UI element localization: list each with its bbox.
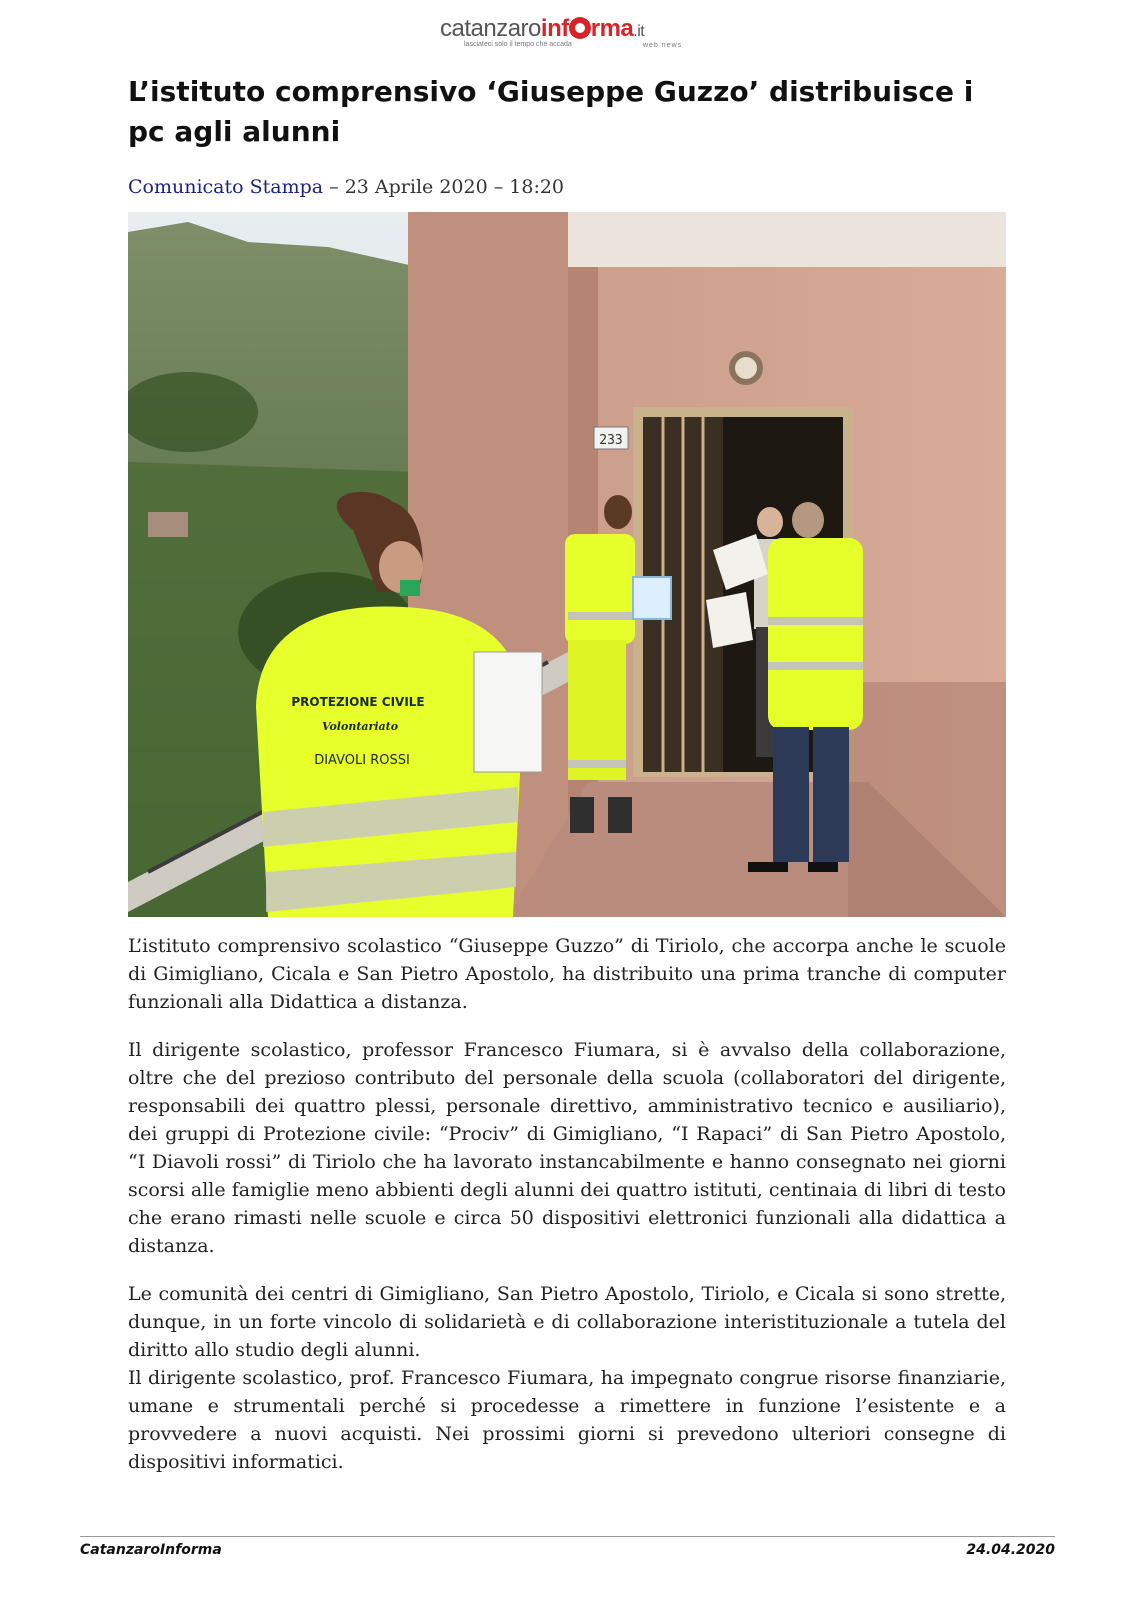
logo-text-part1: catanzaro <box>440 15 541 42</box>
article-photo <box>128 212 1006 917</box>
article-meta <box>128 176 564 198</box>
footer-date: 24.04.2020 <box>966 1542 1055 1558</box>
article-body <box>128 932 1006 1496</box>
article-date: – 23 Aprile 2020 – 18:20 <box>329 176 565 198</box>
logo-tld: .it <box>633 23 645 40</box>
article-title: L’istituto comprensivo ‘Giuseppe Guzzo’ distribuisce i pc agli alunni <box>128 75 974 148</box>
door-number: 233 <box>599 433 623 448</box>
article-paragraph-3: Le comunità dei centri di Gimigliano, San Pietro Apostolo, Tiriolo, e Cicala si sono strette, dunque, in un forte vincolo di solidarietà e di collaborazione interistituzionale a tutela del diritto allo studio degli alunni. <box>128 1283 1006 1361</box>
site-logo[interactable] <box>440 14 690 50</box>
logo-text-part2: inf <box>540 15 569 42</box>
jacket-text-line1: PROTEZIONE CIVILE <box>291 695 425 709</box>
footer-source: CatanzaroInforma <box>80 1542 222 1558</box>
jacket-text-line2: Volontariato <box>321 720 399 733</box>
jacket-text-line3: DIAVOLI ROSSI <box>314 753 410 768</box>
logo-text-part3: rma <box>590 15 634 42</box>
logo-o-icon <box>569 17 591 39</box>
article-paragraph-4: Il dirigente scolastico, prof. Francesco Fiumara, ha impegnato congrue risorse finanziarie, umane e strumentali perché si procedesse a rimettere in funzione l’esistente e a provvedere a nuovi acquisti. Nei prossimi giorni si prevedono ulteriori consegne di dispositivi informatici. <box>128 1367 1006 1473</box>
footer-divider <box>80 1536 1055 1537</box>
article-paragraph-2: Il dirigente scolastico, professor Francesco Fiumara, si è avvalso della collaborazione, oltre che del prezioso contributo del personale della scuola (collaboratori del dirigente, responsabili dei quattro plessi, personale direttivo, amministrativo tecnico e ausiliario), dei gruppi di Protezione civile: “Prociv” di Gimigliano, “I Rapaci” di San Pietro Apostolo, “I Diavoli rossi” di Tiriolo che ha lavorato instancabilmente e hanno consegnato nei giorni scorsi alle famiglie meno abbienti degli alunni dei quattro istituti, centinaia di libri di testo che erano rimasti nelle scuole e circa 50 dispositivi elettronici funzionali alla didattica a distanza. <box>128 1039 1006 1257</box>
article-paragraph-1: L’istituto comprensivo scolastico “Giuseppe Guzzo” di Tiriolo, che accorpa anche le scuole di Gimigliano, Cicala e San Pietro Apostolo, ha distribuito una prima tranche di computer funzionali alla Didattica a distanza. <box>128 935 1006 1013</box>
logo-tagline: lasciateci solo il tempo che accada <box>464 41 572 48</box>
article-category-link[interactable]: Comunicato Stampa <box>128 176 324 198</box>
logo-subtitle: web news <box>643 42 683 49</box>
